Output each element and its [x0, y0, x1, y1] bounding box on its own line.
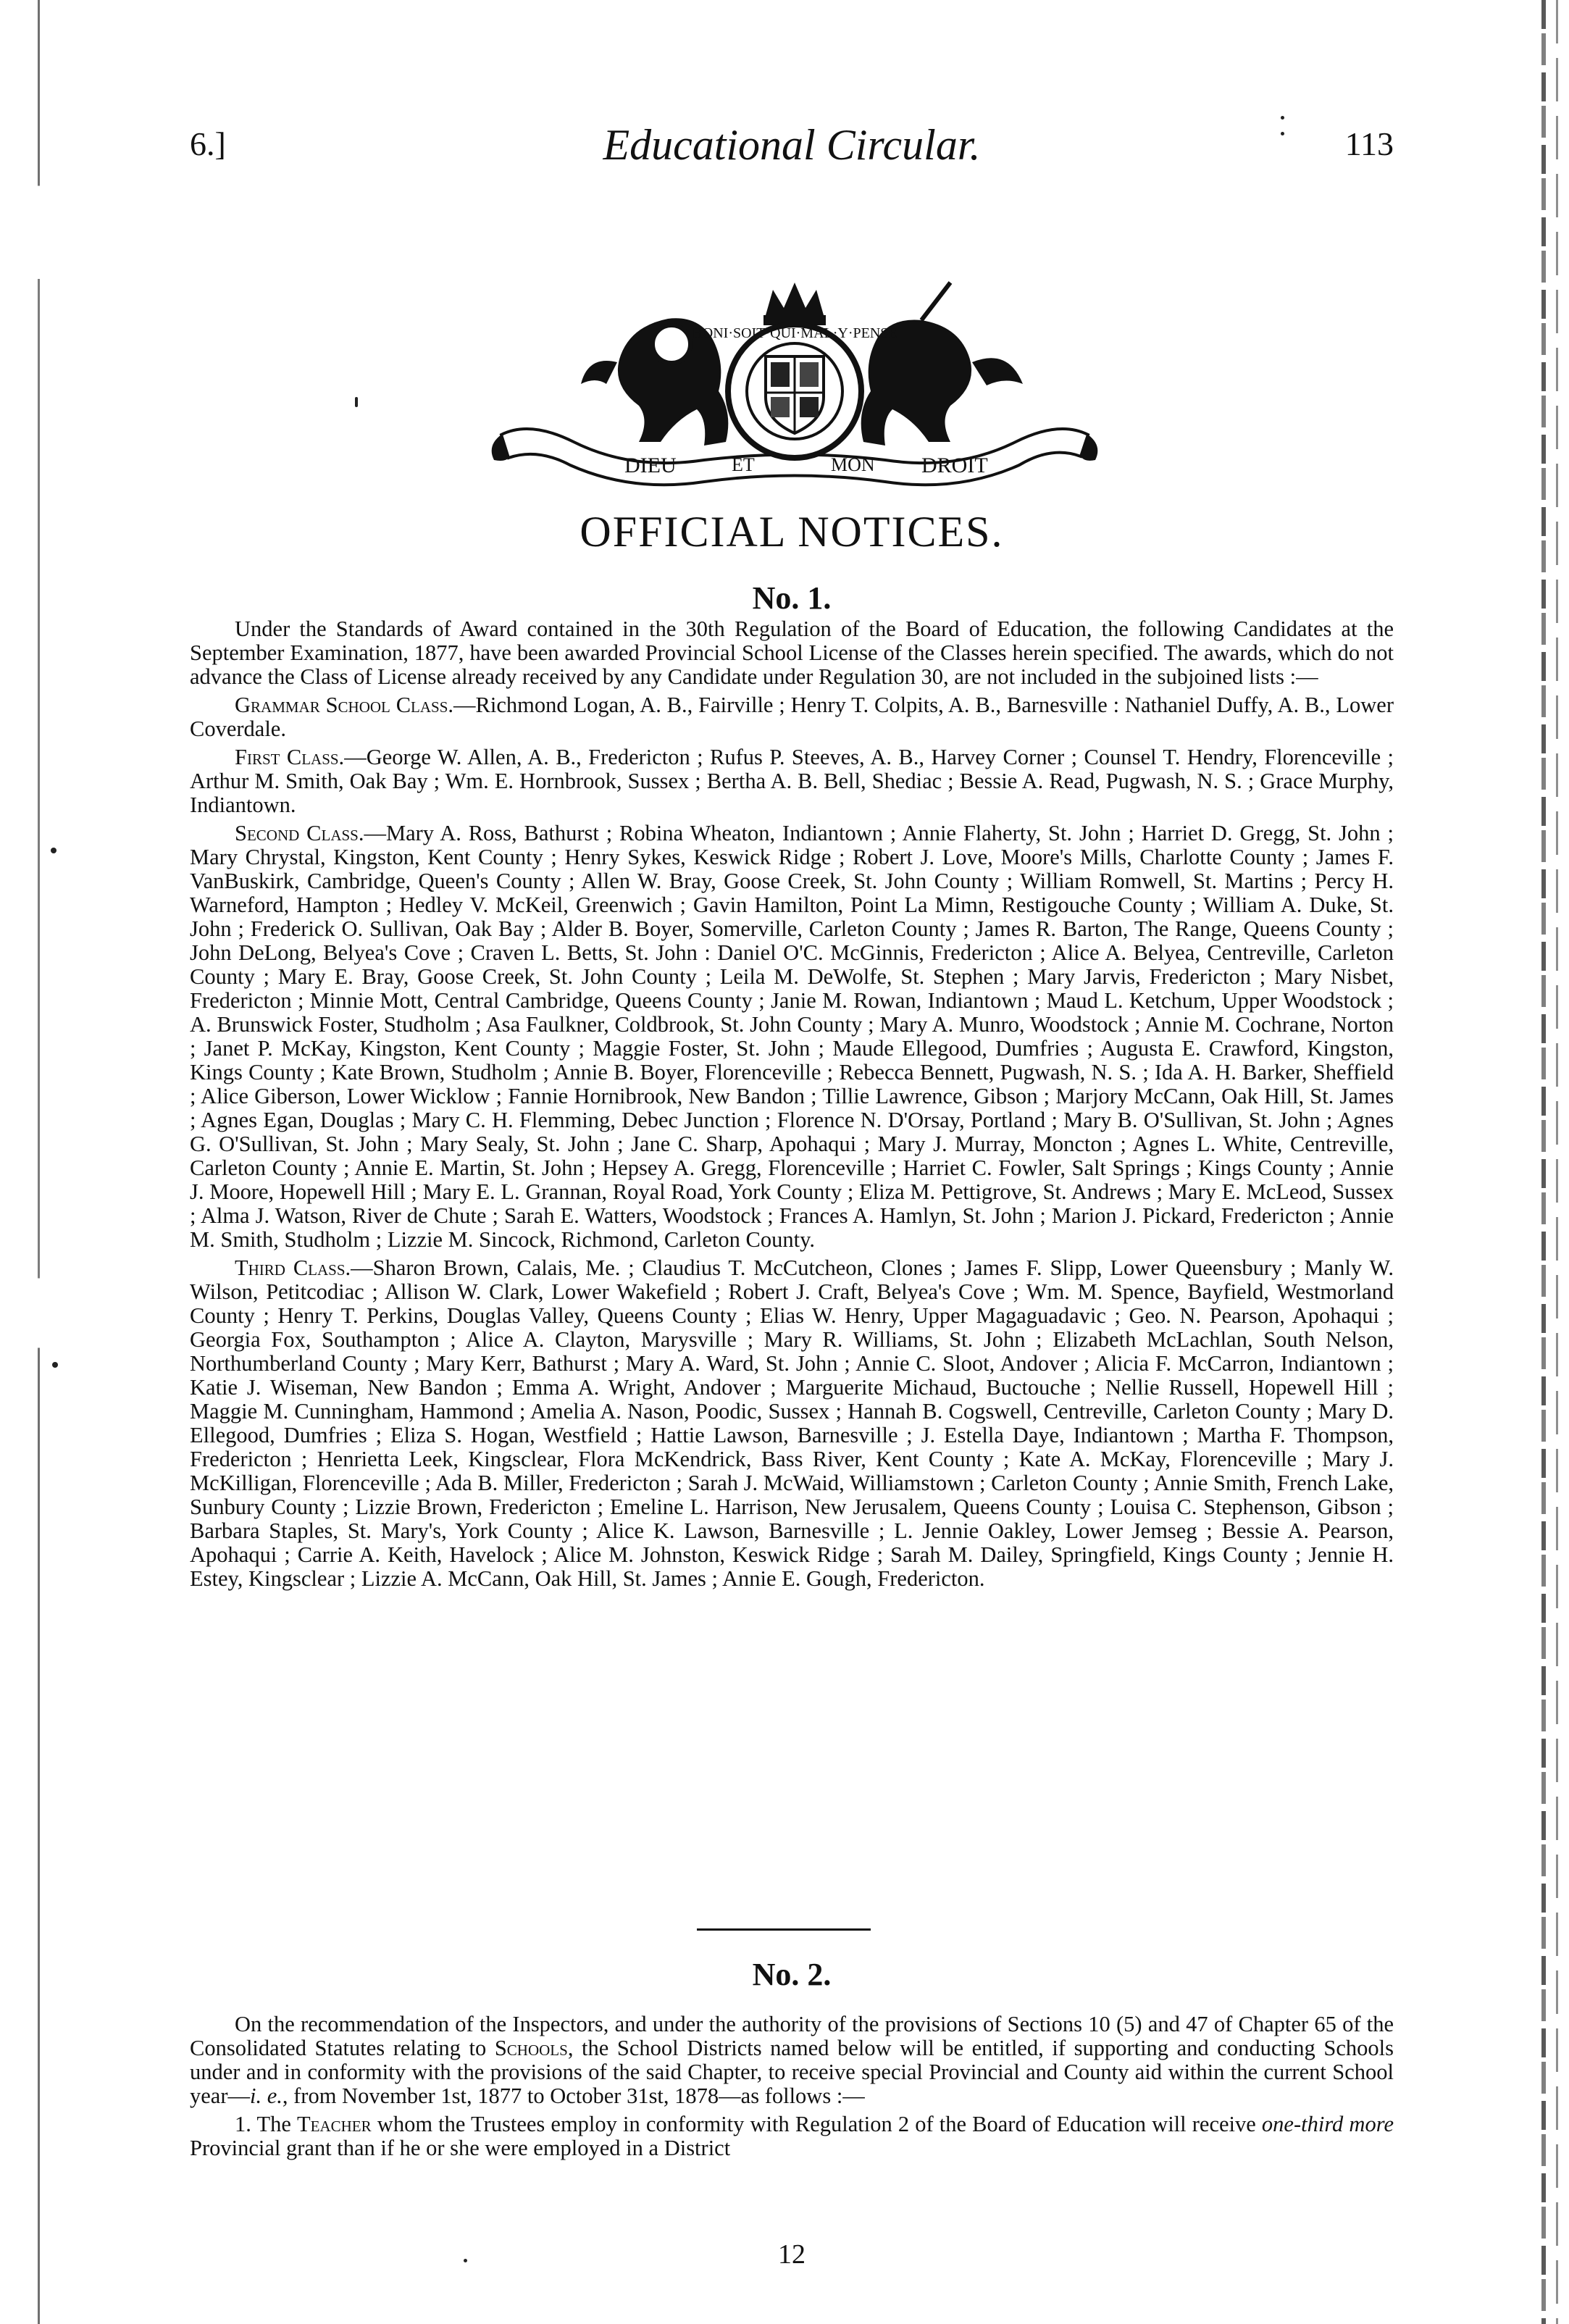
- motto-word-1: DIEU: [624, 453, 677, 477]
- teacher-term: Teacher: [297, 2112, 372, 2136]
- notice-2-text: On the recommendation of the Inspectors, and under the authority of the provisions of Sections 10 (5) and 47 of Chapter 65 of the Consolidated Statutes relating to: [190, 2012, 1394, 2060]
- notice-2-paragraph-2: [190, 2112, 1394, 2160]
- third-class-paragraph: [190, 1256, 1394, 1591]
- notice-1-body: [190, 617, 1394, 1595]
- scan-speck: [52, 1362, 58, 1368]
- schools-term: Schools: [494, 2036, 568, 2060]
- signature-mark: 12: [778, 2239, 806, 2270]
- notice-2-text: whom the Trustees employ in conformity with Regulation 2 of the Board of Education will receive: [371, 2112, 1262, 2136]
- motto-word-4: DROIT: [921, 453, 988, 477]
- scan-speck: [464, 2259, 467, 2262]
- grammar-class-label: Grammar School Class.: [235, 693, 454, 717]
- emphasis-text: one-third more: [1261, 2112, 1394, 2136]
- notice-1-heading: No. 1.: [752, 580, 832, 616]
- notice-2-body: [190, 2012, 1394, 2165]
- notice-1-intro: Under the Standards of Award contained in the 30th Regulation of the Board of Education, the following Candidates at the September Examination, 1877, have been awarded Provincial School License of the Classes herein specified. The awards, which do not advance the Class of License already received by any Candidate under Regulation 30, are not included in the subjoined lists :—: [190, 616, 1394, 689]
- notice-2-text: , from November 1st, 1877 to October 31st, 1878—as follows :—: [282, 2083, 865, 2108]
- notice-2-text: 1. The: [235, 2112, 298, 2136]
- second-class-paragraph: [190, 822, 1394, 1252]
- first-class-label: First Class.: [235, 745, 345, 769]
- third-class-label: Third Class.: [235, 1255, 351, 1280]
- section-number: 6.]: [190, 125, 226, 162]
- motto-word-2: ET: [732, 454, 755, 475]
- royal-coat-of-arms-icon: [487, 275, 1103, 493]
- scan-speck: [51, 848, 57, 853]
- grammar-class-paragraph: [190, 693, 1394, 741]
- ie-abbreviation: i. e.: [249, 2083, 283, 2108]
- first-class-paragraph: [190, 745, 1394, 817]
- notice-2-heading: No. 2.: [752, 1957, 832, 1992]
- scan-edge-left: [38, 0, 40, 2324]
- grammar-class-list: —Richmond Logan, A. B., Fairville ; Henry T. Colpits, A. B., Barnesville : Nathaniel Duffy, A. B., Lower Coverdale.: [190, 693, 1394, 741]
- scan-edge-right: [1541, 0, 1546, 2324]
- page-title: OFFICIAL NOTICES.: [580, 508, 1004, 556]
- second-class-list: —Mary A. Ross, Bathurst ; Robina Wheaton, Indiantown ; Annie Flaherty, St. John ; Harriet D. Gregg, St. John ; Mary Chrystal, Kingston, Kent County ; Henry Sykes, Keswick Ridge ; Robert J. Love, Moore's Mills, Charlotte County ; James F. VanBuskirk, Cambridge, Queen's County ; Allen W. Bray, Goose Creek, St. John County ; William Romwell, St. Martins ; Percy H. Warneford, Hampton ; Hedley V. McKeil, Greenwich ; Gavin Hamilton, Point La Mimn, Restigouche County ; William A. Duke, St. John ; Frederick O. Sullivan, Oak Bay ; Alder B. Boyer, Somerville, Carleton County ; James R. Barton, The Range, Queens County ; John DeLong, Belyea's Cove ; Craven L. Betts, St. John : Daniel O'C. McGinnis, Fredericton ; Alice A. Belyea, Centreville, Carleton County ; Mary E. Bray, Goose Creek, St. John County ; Leila M. DeWolfe, St. Stephen ; Mary Jarvis, Fredericton ; Mary Nisbet, Fredericton ; Minnie Mott, Central Cambridge, Queens County ; Janie M. Rowan, Indiantown ; Maud L. Ketchum, Upper Woodstock ; A. Brunswick Foster, Studholm ; Asa Faulkner, Coldbrook, St. John County ; Mary A. Munro, Woodstock ; Annie M. Cochrane, Norton ; Janet P. McKay, Kingston, Kent County ; Maggie Foster, St. John ; Maude Ellegood, Dumfries ; Augusta E. Crawford, Kingston, Kings County ; Kate Brown, Studholm ; Annie B. Boyer, Florenceville ; Rebecca Bennett, Pugwash, N. S. ; Ida A. H. Barker, Sheffield ; Alice Giberson, Lower Wicklow ; Fannie Hornibrook, New Bandon ; Tillie Lawrence, Gibson ; Marjory McCann, Oak Hill, St. James ; Agnes Egan, Douglas ; Mary C. H. Flemming, Debec Junction ; Florence N. D'Orsay, Portland ; Mary B. O'Sullivan, St. John ; Agnes G. O'Sullivan, St. John ; Mary Sealy, St. John ; Jane C. Sharp, Apohaqui ; Mary J. Murray, Moncton ; Agnes L. White, Centreville, Carleton County ; Annie E. Martin, St. John ; Hepsey A. Gregg, Florenceville ; Harriet C. Fowler, Salt Springs ; Kings County ; Annie J. Moore, Hopewell Hill ; Mary E. L. Grannan, Royal Road, York County ; Eliza M. Pettigrove, St. Andrews ; Mary E. McLeod, Sussex ; Alma J. Watson, River de Chute ; Sarah E. Watters, Woodstock ; Frances A. Hamlyn, St. John ; Marion J. Pickard, Fredericton ; Annie M. Smith, Studholm ; Lizzie M. Sincock, Richmond, Carleton County.: [190, 821, 1394, 1252]
- second-class-label: Second Class.: [235, 821, 364, 845]
- scan-speck: [1281, 132, 1284, 135]
- third-class-list: —Sharon Brown, Calais, Me. ; Claudius T. McCutcheon, Clones ; James F. Slipp, Lower Queensbury ; Manly W. Wilson, Petitcodiac ; Allison W. Clark, Lower Wakefield ; Robert J. Craft, Belyea's Cove ; Wm. M. Spence, Bayfield, Westmorland County ; Henry T. Perkins, Douglas Valley, Queens County ; Elias W. Henry, Upper Magaguadavic ; Geo. N. Pearson, Apohaqui ; Georgia Fox, Southampton ; Alice A. Clayton, Marysville ; Mary R. Williams, St. John ; Elizabeth McLachlan, South Nelson, Northumberland County ; Mary Kerr, Bathurst ; Mary A. Ward, St. John ; Annie C. Sloot, Andover ; Alicia F. McCarron, Indiantown ; Katie J. Wiseman, New Bandon ; Emma A. Wright, Andover ; Marguerite Michaud, Buctouche ; Nellie Russell, Hopewell Hill ; Maggie M. Cunningham, Hammond ; Amelia A. Nason, Poodic, Sussex ; Hannah B. Cogswell, Centreville, Carleton County ; Mary D. Ellegood, Dumfries ; Eliza S. Hogan, Westfield ; Hattie Lawson, Barnesville ; J. Estella Daye, Indiantown ; Martha F. Thompson, Fredericton ; Henrietta Leek, Kingsclear, Flora McKendrick, Bass River, Kent County ; Kate A. McKay, Florenceville ; Mary J. McKilligan, Florenceville ; Ada B. Miller, Fredericton ; Sarah J. McWaid, Williamstown ; Carleton County ; Annie Smith, French Lake, Sunbury County ; Lizzie Brown, Fredericton ; Emeline L. Harrison, New Jerusalem, Queens County ; Louisa C. Stephenson, Gibson ; Barbara Staples, St. Mary's, York County ; Alice K. Lawson, Barnesville ; L. Jennie Oakley, Lower Jemseg ; Bessie A. Pearson, Apohaqui ; Carrie A. Keith, Havelock ; Alice M. Johnston, Keswick Ridge ; Sarah M. Dailey, Springfield, Kings County ; Jennie H. Estey, Kingsclear ; Lizzie A. McCann, Oak Hill, St. James ; Annie E. Gough, Fredericton.: [190, 1255, 1394, 1591]
- notice-2-text: Provincial grant than if he or she were employed in a District: [190, 2136, 731, 2160]
- scan-speck: [1281, 116, 1284, 120]
- garter-motto: HONI·SOIT·QUI·MAL·Y·PENSE: [692, 325, 898, 341]
- page-number: 113: [1344, 125, 1394, 162]
- notice-2-paragraph-1: [190, 2012, 1394, 2108]
- notice-2-text: , the School Districts named below will be entitled, if supporting and conducting Schools under and in conformity with the provisions of the said Chapter, to receive special Provincial and County aid within the current School year—: [190, 2036, 1394, 2108]
- scan-edge-right-inner: [1556, 0, 1558, 2324]
- motto-word-3: MON: [831, 454, 875, 475]
- first-class-list: —George W. Allen, A. B., Fredericton ; Rufus P. Steeves, A. B., Harvey Corner ; Counsel T. Hendry, Florenceville ; Arthur M. Smith, Oak Bay ; Wm. E. Hornbrook, Sussex ; Bertha A. B. Bell, Shediac ; Bessie A. Read, Pugwash, N. S. ; Grace Murphy, Indiantown.: [190, 745, 1394, 817]
- journal-title: Educational Circular.: [603, 121, 981, 169]
- scan-speck: [355, 397, 358, 407]
- section-divider: [697, 1928, 871, 1931]
- running-head: [190, 121, 1394, 175]
